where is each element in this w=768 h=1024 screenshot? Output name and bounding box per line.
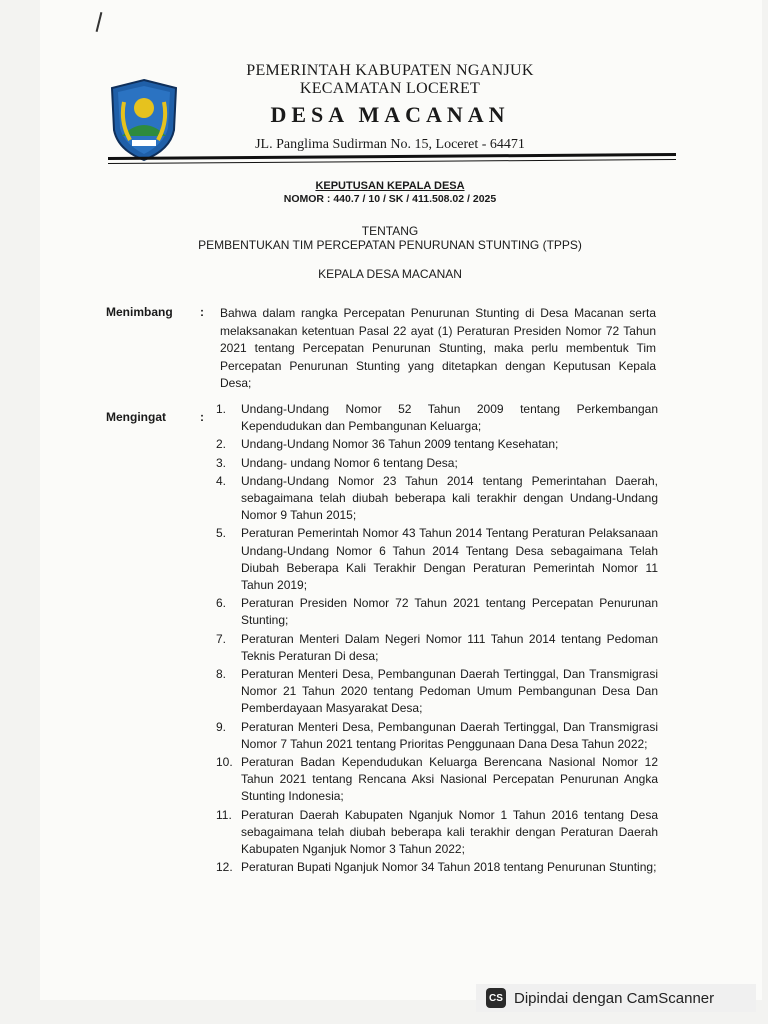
document-number: NOMOR : 440.7 / 10 / SK / 411.508.02 / 2025 — [283, 193, 497, 205]
mengingat-item-text: Undang-Undang Nomor 36 Tahun 2009 tentang Kesehatan; — [241, 437, 559, 452]
mengingat-item-number: 6. — [216, 596, 227, 611]
document-issuer: KEPALA DESA MACANAN — [318, 267, 462, 281]
mengingat-item-number: 2. — [216, 437, 227, 452]
mengingat-label: Mengingat — [106, 410, 166, 424]
menimbang-label: Menimbang — [106, 305, 173, 319]
letterhead — [180, 62, 600, 154]
mengingat-item-number: 10. — [216, 755, 233, 770]
mengingat-item-text: Peraturan Daerah Kabupaten Nganjuk Nomor 1 Tahun 2016 tentang Desa sebagaimana telah diubah beberapa kali terakhir dengan Peraturan Daerah Kabupaten Nganjuk Nomor 3 Tahun 2022; — [241, 807, 658, 857]
mengingat-item — [106, 401, 658, 435]
mengingat-item — [106, 859, 658, 876]
mengingat-item — [106, 436, 658, 453]
mengingat-item — [106, 525, 658, 594]
mengingat-item — [106, 719, 658, 753]
letterhead-district: KECAMATAN LOCERET — [299, 80, 481, 97]
regency-emblem-icon — [108, 78, 180, 162]
menimbang-colon: : — [200, 305, 204, 319]
mengingat-colon: : — [200, 410, 204, 424]
mengingat-item — [106, 807, 658, 859]
mengingat-item-text: Undang-Undang Nomor 52 Tahun 2009 tentang Perkembangan Kependudukan dan Pembangunan Keluarga; — [241, 402, 658, 434]
mengingat-item-number: 11. — [216, 807, 232, 822]
document-subject: PEMBENTUKAN TIM PERCEPATAN PENURUNAN STUNTING (TPPS) — [198, 238, 582, 252]
mengingat-item-text: Undang- undang Nomor 6 tentang Desa; — [241, 455, 458, 470]
letterhead-address: JL. Panglima Sudirman No. 15, Loceret - 64471 — [255, 137, 525, 152]
letterhead-village: DESA MACANAN — [270, 102, 510, 127]
mengingat-item-text: Undang-Undang Nomor 23 Tahun 2014 tentang Pemerintahan Daerah, sebagaimana telah diubah beberapa kali terakhir dengan Undang-Undang Nomor 9 Tahun 2015; — [241, 473, 658, 523]
document-type: KEPUTUSAN KEPALA DESA — [315, 180, 465, 192]
mengingat-list — [106, 401, 658, 877]
mengingat-item — [106, 754, 658, 806]
mengingat-item-text: Peraturan Menteri Desa, Pembangunan Daerah Tertinggal, Dan Transmigrasi Nomor 7 Tahun 2021 tentang Prioritas Penggunaan Dana Desa Tahun 2022; — [241, 719, 658, 751]
camscanner-text: Dipindai dengan CamScanner — [514, 989, 715, 1007]
mengingat-item-number: 1. — [216, 402, 227, 416]
camscanner-watermark — [476, 984, 756, 1012]
mengingat-item — [106, 595, 658, 629]
mengingat-item-number: 7. — [216, 631, 227, 646]
mengingat-item-text: Peraturan Menteri Desa, Pembangunan Daerah Tertinggal, Dan Transmigrasi Nomor 21 Tahun 2020 tentang Pedoman Umum Pembangunan Desa Dan Pemberdayaan Masyarakat Desa; — [241, 667, 658, 716]
mengingat-item — [106, 473, 658, 525]
mengingat-item-number: 12. — [216, 860, 233, 875]
mengingat-item-text: Peraturan Presiden Nomor 72 Tahun 2021 tentang Percepatan Penurunan Stunting; — [241, 596, 658, 628]
mengingat-item-text: Peraturan Pemerintah Nomor 43 Tahun 2014 Tentang Peraturan Pelaksanaan Undang-Undang Nomor 6 Tahun 2014 Tentang Desa sebagaimana Telah Diubah Beberapa Kali Terakhir Dengan Peraturan Pemerintah Nomor 11 Tahun 2019; — [241, 526, 658, 593]
mengingat-item-text: Peraturan Menteri Dalam Negeri Nomor 111 Tahun 2014 tentang Pedoman Teknis Peraturan Di desa; — [241, 631, 658, 663]
document-about: TENTANG — [361, 224, 419, 238]
mengingat-item-number: 4. — [216, 473, 227, 488]
menimbang-text: Bahwa dalam rangka Percepatan Penurunan Stunting di Desa Macanan serta melaksanakan ketentuan Pasal 22 ayat (1) Peraturan Presiden Nomor 72 Tahun 2021 tentang Percepatan Penurunan Stunting, maka perlu membentuk Tim Percepatan Penurunan Stunting yang ditetapkan dengan Keputusan Kepala Desa; — [220, 306, 656, 390]
mengingat-item-text: Peraturan Badan Kependudukan Keluarga Berencana Nasional Nomor 12 Tahun 2021 tentang Rencana Aksi Nasional Percepatan Penurunan Angka Stunting Indonesia; — [241, 755, 658, 804]
camscanner-logo-icon: CS — [486, 988, 506, 1008]
mengingat-item — [106, 455, 658, 472]
mengingat-item-number: 5. — [216, 526, 227, 541]
mengingat-item-text: Peraturan Bupati Nganjuk Nomor 34 Tahun 2018 tentang Penurunan Stunting; — [241, 860, 657, 875]
mengingat-item-number: 8. — [216, 667, 227, 682]
letterhead-regency: PEMERINTAH KABUPATEN NGANJUK — [246, 62, 534, 79]
mengingat-item-number: 9. — [216, 719, 227, 734]
mengingat-item — [106, 666, 658, 718]
mengingat-item-number: 3. — [216, 455, 227, 470]
mengingat-item — [106, 631, 658, 665]
